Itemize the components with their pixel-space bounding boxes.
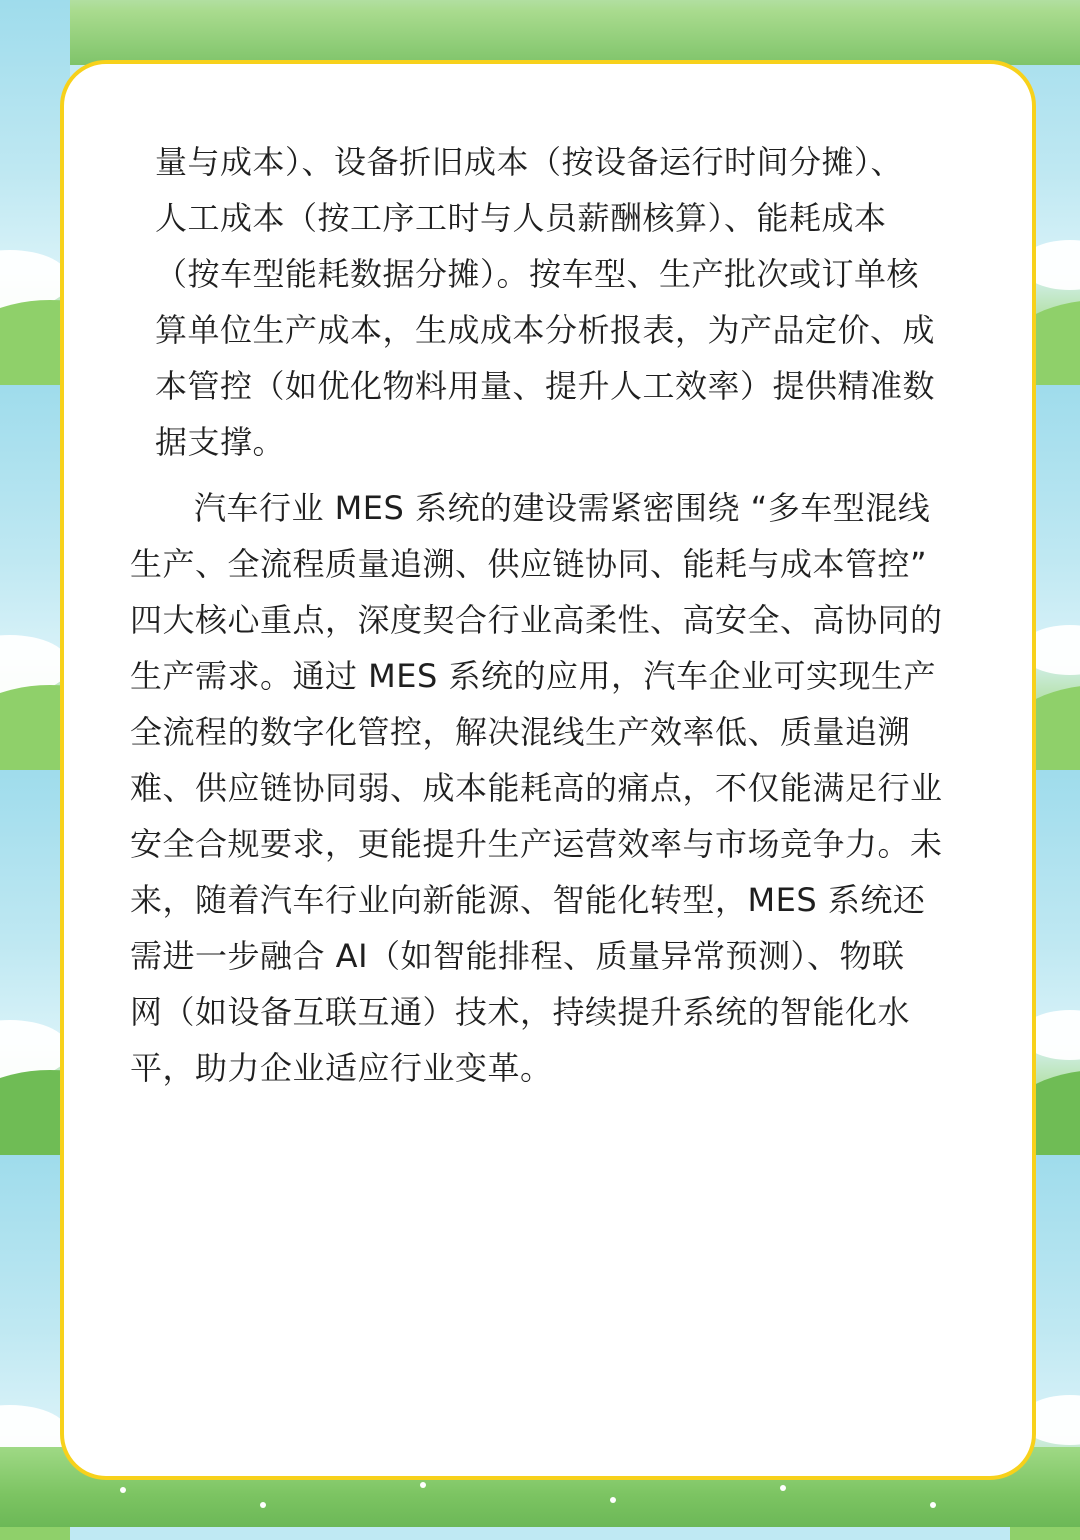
text-line: （按车型能耗数据分摊）。按车型、生产批次或订单核 <box>155 255 920 293</box>
text-line: 平，助力企业适应行业变革。 <box>130 1049 553 1087</box>
text-line: 网（如设备互联互通）技术，持续提升系统的智能化水 <box>130 993 911 1031</box>
text-line: 据支撑。 <box>155 423 286 461</box>
text-line: 汽车行业 MES 系统的建设需紧密围绕 “多车型混线 <box>194 489 931 527</box>
text-line: 难、供应链协同弱、成本能耗高的痛点，不仅能满足行业 <box>130 769 943 807</box>
text-line: 全流程的数字化管控，解决混线生产效率低、质量追溯 <box>130 713 911 751</box>
text-line: 生产、全流程质量追溯、供应链协同、能耗与成本管控” <box>130 545 928 583</box>
background-tile <box>610 0 880 65</box>
text-line: 需进一步融合 AI（如智能排程、质量异常预测）、物联 <box>130 937 905 975</box>
paragraph-1 <box>155 134 955 470</box>
background-tile <box>340 0 610 65</box>
background-tile <box>70 0 340 65</box>
background-tile <box>880 0 1080 65</box>
paragraph-2 <box>130 480 955 1096</box>
text-line: 生产需求。通过 MES 系统的应用，汽车企业可实现生产 <box>130 657 936 695</box>
text-line: 来，随着汽车行业向新能源、智能化转型，MES 系统还 <box>130 881 926 919</box>
text-line: 量与成本）、设备折旧成本（按设备运行时间分摊）、 <box>155 143 904 181</box>
text-line: 四大核心重点，深度契合行业高柔性、高安全、高协同的 <box>130 601 943 639</box>
text-line: 安全合规要求，更能提升生产运营效率与市场竞争力。未 <box>130 825 943 863</box>
text-line: 算单位生产成本，生成成本分析报表，为产品定价、成 <box>155 311 936 349</box>
text-line: 本管控（如优化物料用量、提升人工效率）提供精准数 <box>155 367 936 405</box>
text-line: 人工成本（按工序工时与人员薪酬核算）、能耗成本 <box>155 199 887 237</box>
